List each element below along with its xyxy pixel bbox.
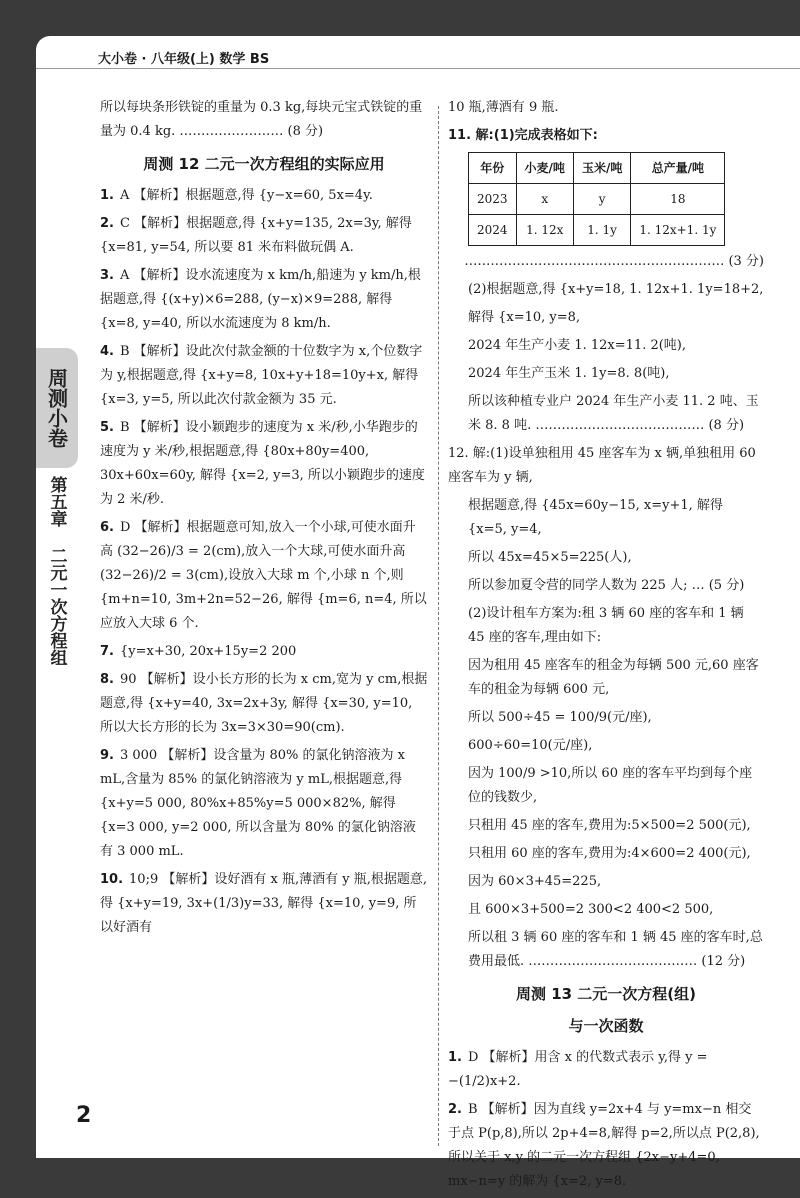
item-text: A 【解析】设水流速度为 x km/h,船速为 y km/h,根据题意,得 {(x+y)×6=288, (y−x)×9=288, 解得 {x=8, y=40, 所以水流速度为 8 km/h. <box>100 268 421 331</box>
table-row <box>469 215 725 246</box>
side-tab-chapter: 第五章 二元一次方程组 <box>46 476 67 666</box>
answer-item <box>100 212 428 260</box>
header-rule <box>36 68 800 69</box>
solution-line: 因为 100/9 >10,所以 60 座的客车平均到每个座位的钱数少, <box>468 766 753 805</box>
item-number: 1. <box>100 188 114 203</box>
table-cell: 18 <box>631 184 725 215</box>
item-text: B 【解析】设此次付款金额的十位数字为 x,个位数字为 y,根据题意,得 {x+y=8, 10x+y+18=10y+x, 解得 {x=3, y=5, 所以此次付款金额为 35 元. <box>100 344 423 407</box>
item-number: 7. <box>100 644 114 659</box>
answer-item <box>100 744 428 864</box>
intro-paragraph: 所以每块条形铁锭的重量为 0.3 kg,每块元宝式铁锭的重量为 0.4 kg. …………………… (8 分) <box>100 100 423 139</box>
item-text: D 【解析】根据题意可知,放入一个小球,可使水面升高 (32−26)/3 = 2(cm),放入一个大球,可使水面升高 (32−26)/2 = 3(cm),设放入大球 m 个,小球 n 个,则 {m+n=10, 3m+2n=52−26, 解得 {m=6, n=4, 所以应放入大球 6 个. <box>100 520 427 631</box>
item-number: 10. <box>100 872 124 887</box>
table-cell: 2023 <box>469 184 517 215</box>
solution-line: (2)根据题意,得 {x+y=18, 1. 12x+1. 1y=18+2, <box>468 282 764 297</box>
item-number: 9. <box>100 748 114 763</box>
item-number: 8. <box>100 672 114 687</box>
answer-item <box>100 184 428 208</box>
answer-item <box>100 640 428 664</box>
solution-line: 根据题意,得 {45x=60y−15, x=y+1, 解得 {x=5, y=4, <box>468 498 723 537</box>
solution-line: 所以 500÷45 = 100/9(元/座), <box>468 710 652 725</box>
side-tab-weekly: 周测小卷 <box>36 348 78 468</box>
solution-line: 只租用 60 座的客车,费用为:4×600=2 400(元), <box>468 846 751 861</box>
item-text: 3 000 【解析】设含量为 80% 的氯化钠溶液为 x mL,含量为 85% 的氯化钠溶液为 y mL,根据题意,得 {x+y=5 000, 80%x+85%y=5 000×82%, 解得 {x=3 000, y=2 000, 所以含量为 80% 的氯化钠溶液有 3 000 mL. <box>100 748 416 859</box>
q11-heading: 11. 解:(1)完成表格如下: <box>448 128 598 143</box>
column-divider <box>438 106 439 1146</box>
item-text: 90 【解析】设小长方形的长为 x cm,宽为 y cm,根据题意,得 {x+y=40, 3x=2x+3y, 解得 {x=30, y=10, 所以大长方形的长为 3x=3×30=90(cm). <box>100 672 428 735</box>
solution-line: 2024 年生产小麦 1. 12x=11. 2(吨), <box>468 338 687 353</box>
section-title-13a: 周测 13 二元一次方程(组) <box>515 985 697 1003</box>
continuation-text: 10 瓶,薄酒有 9 瓶. <box>448 100 559 115</box>
page-number: 2 <box>76 1103 92 1128</box>
page-sheet <box>36 36 800 1189</box>
item-number: 3. <box>100 268 114 283</box>
solution-line: 所以参加夏令营的同学人数为 225 人; … (5 分) <box>468 578 745 593</box>
item-text: 10;9 【解析】设好酒有 x 瓶,薄酒有 y 瓶,根据题意,得 {x+y=19, 3x+(1/3)y=33, 解得 {x=10, y=9, 所以好酒有 <box>100 872 427 935</box>
item-number: 2. <box>100 216 114 231</box>
table-header: 玉米/吨 <box>573 153 630 184</box>
section-title-13b: 与一次函数 <box>568 1017 644 1035</box>
solution-line: 因为 60×3+45=225, <box>468 874 602 889</box>
table-header: 小麦/吨 <box>516 153 573 184</box>
answer-item <box>100 340 428 412</box>
table-header: 年份 <box>469 153 517 184</box>
answer-item <box>100 668 428 740</box>
table-cell: 1. 1y <box>573 215 630 246</box>
table-header: 总产量/吨 <box>631 153 725 184</box>
item-number: 1. <box>448 1050 462 1065</box>
item-number: 6. <box>100 520 114 535</box>
table-cell: 1. 12x <box>516 215 573 246</box>
item-text: D 【解析】用含 x 的代数式表示 y,得 y = −(1/2)x+2. <box>448 1050 708 1089</box>
right-column <box>448 96 764 1198</box>
score-line: …………………………………………………… (3 分) <box>464 254 764 269</box>
yield-table <box>468 152 725 246</box>
solution-line: 因为租用 45 座客车的租金为每辆 500 元,60 座客车的租金为每辆 600 元, <box>468 658 759 697</box>
answer-item <box>448 1098 764 1194</box>
item-text: B 【解析】设小颖跑步的速度为 x 米/秒,小华跑步的速度为 y 米/秒,根据题意,得 {80x+80y=400, 30x+60x=60y, 解得 {x=2, y=3, 所以小颖跑步的速度为 2 米/秒. <box>100 420 425 507</box>
solution-line: 12. 解:(1)设单独租用 45 座客车为 x 辆,单独租用 60 座客车为 y 辆, <box>448 446 756 485</box>
solution-line: 解得 {x=10, y=8, <box>468 310 581 325</box>
item-text: A 【解析】根据题意,得 {y−x=60, 5x=4y. <box>119 188 373 203</box>
item-text: B 【解析】因为直线 y=2x+4 与 y=mx−n 相交于点 P(p,8),所以 2p+4=8,解得 p=2,所以点 P(2,8),所以关于 x,y 的二元一次方程组 {2x−y+4=0, mx−n=y 的解为 {x=2, y=8. <box>448 1102 760 1189</box>
table-cell: 1. 12x+1. 1y <box>631 215 725 246</box>
solution-line: 只租用 45 座的客车,费用为:5×500=2 500(元), <box>468 818 751 833</box>
answer-item <box>100 868 428 940</box>
table-cell: x <box>516 184 573 215</box>
item-number: 2. <box>448 1102 462 1117</box>
solution-line: 所以租 3 辆 60 座的客车和 1 辆 45 座的客车时,总费用最低. ………………………………… (12 分) <box>468 930 763 969</box>
table-header-row <box>469 153 725 184</box>
answer-item <box>100 516 428 636</box>
item-number: 4. <box>100 344 114 359</box>
answer-item <box>448 1046 764 1094</box>
section-title-12: 周测 12 二元一次方程组的实际应用 <box>143 155 385 173</box>
running-header: 大小卷 · 八年级(上) 数学 BS <box>98 52 270 67</box>
solution-line: 所以 45x=45×5=225(人), <box>468 550 632 565</box>
solution-line: 600÷60=10(元/座), <box>468 738 593 753</box>
left-column <box>100 96 428 944</box>
solution-line: 所以该种植专业户 2024 年生产小麦 11. 2 吨、玉米 8. 8 吨. ………………………………… (8 分) <box>468 394 759 433</box>
item-text: {y=x+30, 20x+15y=2 200 <box>119 644 297 659</box>
solution-line: 2024 年生产玉米 1. 1y=8. 8(吨), <box>468 366 670 381</box>
item-number: 5. <box>100 420 114 435</box>
solution-line: (2)设计租车方案为:租 3 辆 60 座的客车和 1 辆 45 座的客车,理由如下: <box>468 606 744 645</box>
table-row <box>469 184 725 215</box>
answer-item <box>100 416 428 512</box>
solution-line: 且 600×3+500=2 300<2 400<2 500, <box>468 902 714 917</box>
item-text: C 【解析】根据题意,得 {x+y=135, 2x=3y, 解得 {x=81, y=54, 所以要 81 米布料做玩偶 A. <box>100 216 412 255</box>
table-cell: 2024 <box>469 215 517 246</box>
table-cell: y <box>573 184 630 215</box>
answer-item <box>100 264 428 336</box>
